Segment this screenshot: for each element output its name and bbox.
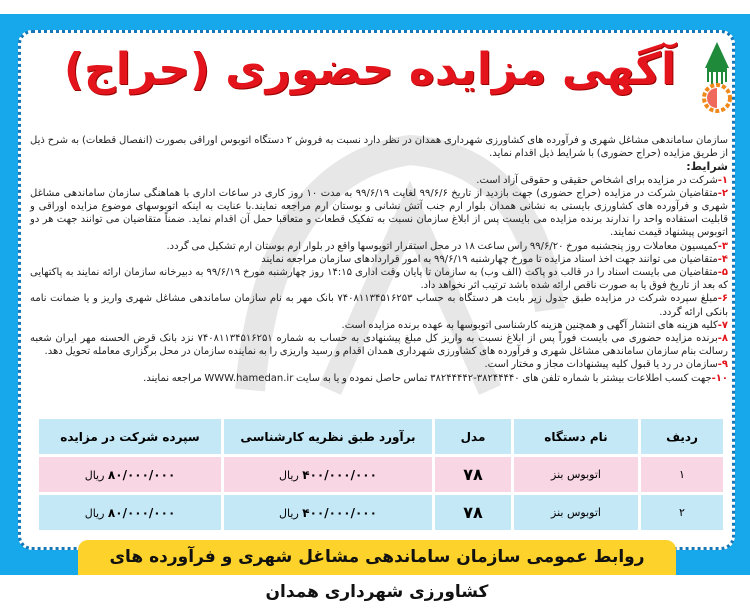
condition-item: [30, 174, 728, 187]
cell-row-number: ۱: [641, 457, 723, 492]
header-row-number: ردیف: [641, 419, 723, 454]
cell-estimate: [224, 457, 432, 492]
condition-number: ۲-: [717, 187, 728, 199]
estimate-amount: ۴۰۰/۰۰۰/۰۰۰: [302, 505, 377, 520]
condition-text: متقاضیان می بایست اسناد را در قالب دو پاکت (الف وب) به سازمان تا پایان وقت اداری ۱۴:۱۵ روز چهارشنبه مورخ ۹۹/۶/۱۹ به دبیرخانه سازمان ارائه نمایند به پاکتهایی که بعد از تاریخ فوق یا به صورت ناقص ارائه شده باشد ترتیب اثر نخواهد داد.: [30, 267, 728, 292]
deposit-amount: ۸۰/۰۰۰/۰۰۰: [107, 467, 176, 482]
condition-number: ۷-: [717, 319, 728, 331]
condition-item: [30, 187, 728, 240]
table-row: [39, 495, 723, 530]
condition-item: [30, 332, 728, 358]
table-header-row: [39, 419, 723, 454]
cell-device-name: اتوبوس بنز: [514, 495, 638, 530]
ad-body: [30, 134, 728, 385]
condition-text: مبلغ سپرده شرکت در مزایده طبق جدول زیر بابت هر دستگاه به حساب ۷۴۰۸۱۱۳۴۵۱۶۲۵۳ بانک مهر به نام سازمان ساماندهی مشاغل شهری واریز و یا ضمانت نامه بانکی ارائه گردد.: [30, 293, 728, 318]
deposit-unit: ریال: [84, 506, 105, 520]
cell-deposit: [39, 495, 221, 530]
estimate-unit: ریال: [279, 506, 299, 520]
header-estimate: برآورد طبق نظریه کارشناسی: [224, 419, 432, 454]
ad-title: آگهی مزایده حضوری (حراج): [63, 44, 677, 95]
condition-number: ۳-: [717, 240, 728, 252]
condition-text: کمیسیون معاملات روز پنجشنبه مورخ ۹۹/۶/۲۰ راس ساعت ۱۸ در محل استقرار اتوبوسها واقع در بلوار ارم بوستان ارم تشکیل می گردد.: [166, 240, 718, 252]
conditions-heading: شرایط:: [686, 160, 728, 174]
condition-number: ۹-: [717, 359, 728, 371]
cell-deposit: [39, 457, 221, 492]
organization-logo-icon: [702, 42, 732, 114]
condition-item: [30, 266, 728, 292]
condition-item: [30, 253, 728, 266]
header-model: مدل: [435, 419, 511, 454]
condition-item: [30, 319, 728, 332]
cell-model: ۷۸: [435, 457, 511, 492]
header-device-name: نام دستگاه: [514, 419, 638, 454]
conditions-list: [30, 174, 728, 385]
cell-device-name: اتوبوس بنز: [514, 457, 638, 492]
auction-items-table: [36, 416, 726, 533]
condition-text: متقاضیان شرکت در مزایده (حراج حضوری) جهت بازدید از تاریخ ۹۹/۶/۶ لغایت ۹۹/۶/۱۹ به مدت ۱۰ روز کاری در ساعات اداری با هماهنگی سازمان ساماندهی مشاغل شهری و فرآورده های کشاورزی بایستی به نشانی همدان بلوار ارم جنب آتش نشانی و بوستان ارم مراجعه نمایند.با عنایت به اینکه اتوبوسهای موضوع مزایده اوراقی و قابلیت استفاده واحد را ندارند برنده مزایده می بایست پس از ابلاغ سازمان نسبت به تفکیک قطعات و متعاقبا حمل آن اقدام نماید. ضمناً متقاضیان می توانند جهت هر دو اتوبوس پیشنهاد قیمت نمایند.: [30, 187, 728, 239]
estimate-unit: ریال: [279, 468, 299, 482]
condition-text: برنده مزایده حضوری می بایست فوراً پس از ابلاغ نسبت به واریز کل مبلغ پیشنهادی به حساب به شماره ۷۴۰۸۱۱۳۴۵۱۶۲۵۱ نزد بانک قرض الحسنه مهر ایران شعبه رسالت بنام سازمان ساماندهی مشاغل شهری و فرآورده های کشاورزی شهرداری همدان اقدام و رسید واریزی را به نماینده سازمان در محل برگزاری معامله تحویل دهد.: [30, 333, 728, 358]
condition-number: ۱۰-: [711, 372, 728, 384]
cell-estimate: [224, 495, 432, 530]
deposit-amount: ۸۰/۰۰۰/۰۰۰: [107, 505, 176, 520]
footer-banner: روابط عمومی سازمان ساماندهی مشاغل شهری و فرآورده های کشاورزی شهرداری همدان: [78, 540, 676, 575]
estimate-amount: ۴۰۰/۰۰۰/۰۰۰: [302, 467, 377, 482]
top-strip: [0, 0, 750, 14]
condition-text: شرکت در مزایده برای اشخاص حقیقی و حقوقی آزاد است.: [476, 174, 718, 186]
condition-text: جهت کسب اطلاعات بیشتر با شماره تلفن های ۳۸۲۴۴۴۴۰-۳۸۲۴۴۴۴۲ تماس حاصل نموده و یا به سایت WWW.hamedan.ir مراجعه نمایند.: [143, 372, 712, 384]
condition-number: ۸-: [717, 333, 728, 345]
deposit-unit: ریال: [84, 468, 105, 482]
header-deposit: سپرده شرکت در مزایده: [39, 419, 221, 454]
condition-item: [30, 240, 728, 253]
condition-item: [30, 372, 728, 385]
condition-item: [30, 292, 728, 318]
condition-text: متقاضیان می توانند جهت اخذ اسناد مزایده تا مورخ چهارشنبه ۹۹/۶/۱۹ به امور قراردادهای سازمان مراجعه نمایند: [261, 253, 718, 265]
condition-item: [30, 358, 728, 371]
condition-number: ۱-: [717, 174, 728, 186]
intro-paragraph: سازمان ساماندهی مشاغل شهری و فرآورده های کشاورزی شهرداری همدان در نظر دارد نسبت به فروش ۲ دستگاه اتوبوس اوراقی بصورت (انفصال قطعات) به شرح ذیل از طریق مزایده (حراج حضوری) با شرایط ذیل اقدام نماید.: [30, 135, 728, 160]
condition-number: ۴-: [717, 253, 728, 265]
condition-text: کلیه هزینه های انتشار آگهی و همچنین هزینه کارشناسی اتوبوسها به عهده برنده مزایده است.: [341, 319, 718, 331]
cell-row-number: ۲: [641, 495, 723, 530]
condition-number: ۵-: [717, 267, 729, 279]
cell-model: ۷۸: [435, 495, 511, 530]
table-row: [39, 457, 723, 492]
condition-text: سازمان در رد یا قبول کلیه پیشنهادات مجاز و مختار است.: [484, 359, 718, 371]
condition-number: ۶-: [717, 293, 728, 305]
